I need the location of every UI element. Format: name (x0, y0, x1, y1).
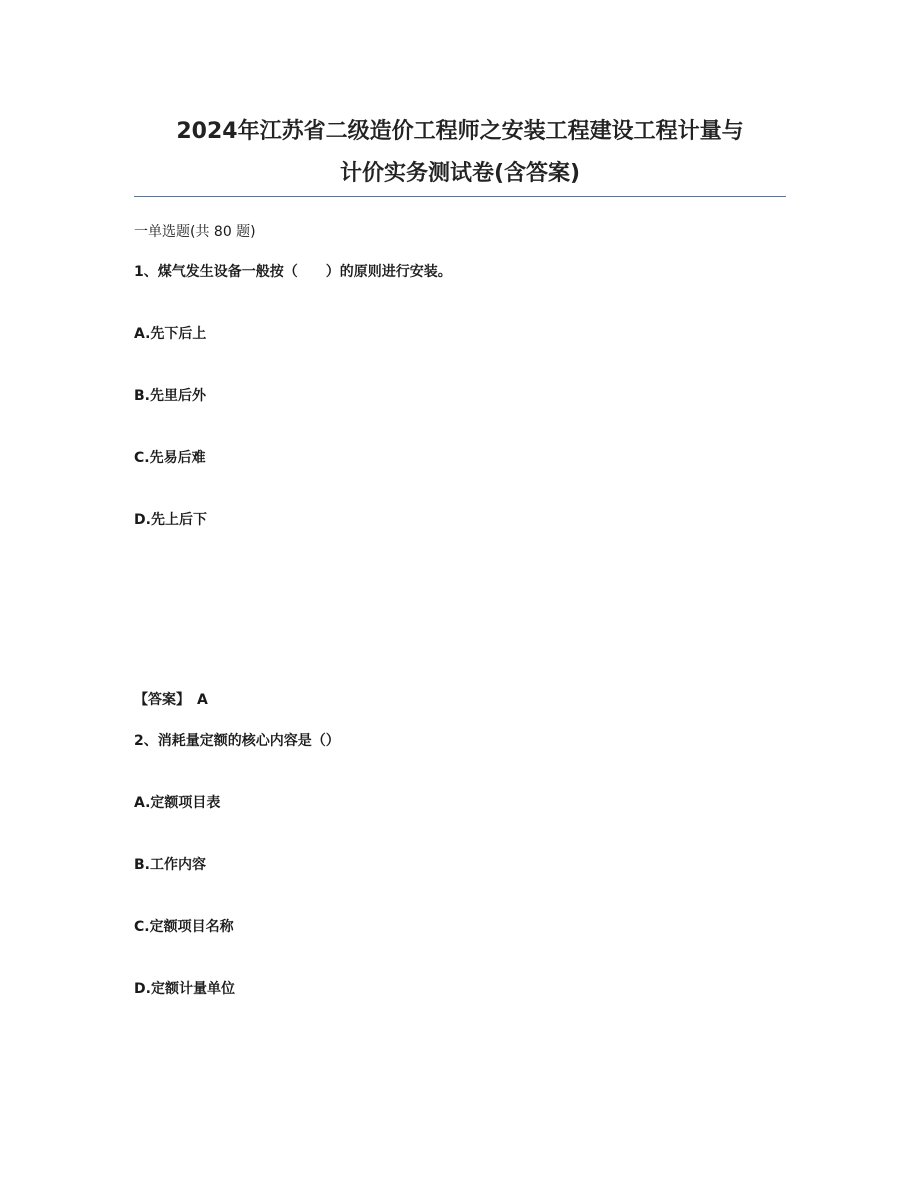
section-heading: 一单选题(共 80 题) (134, 224, 256, 240)
question-2-option-a: A.定额项目表 (134, 795, 221, 811)
document-title-line-1: 2024年江苏省二级造价工程师之安装工程建设工程计量与 (176, 119, 744, 144)
document-title-line-2: 计价实务测试卷(含答案) (339, 161, 581, 186)
title-divider (134, 196, 786, 197)
question-1-answer: 【答案】 A (134, 692, 208, 708)
question-2-stem: 2、消耗量定额的核心内容是（） (134, 733, 340, 749)
question-1-option-a: A.先下后上 (134, 326, 207, 342)
question-2-option-c: C.定额项目名称 (134, 919, 234, 935)
question-1-option-c: C.先易后难 (134, 450, 206, 466)
question-2-option-d: D.定额计量单位 (134, 981, 235, 997)
question-2-option-b: B.工作内容 (134, 857, 206, 873)
question-1-option-d: D.先上后下 (134, 512, 207, 528)
question-1-option-b: B.先里后外 (134, 388, 206, 404)
question-1-stem: 1、煤气发生设备一般按（ ）的原则进行安装。 (134, 264, 452, 280)
